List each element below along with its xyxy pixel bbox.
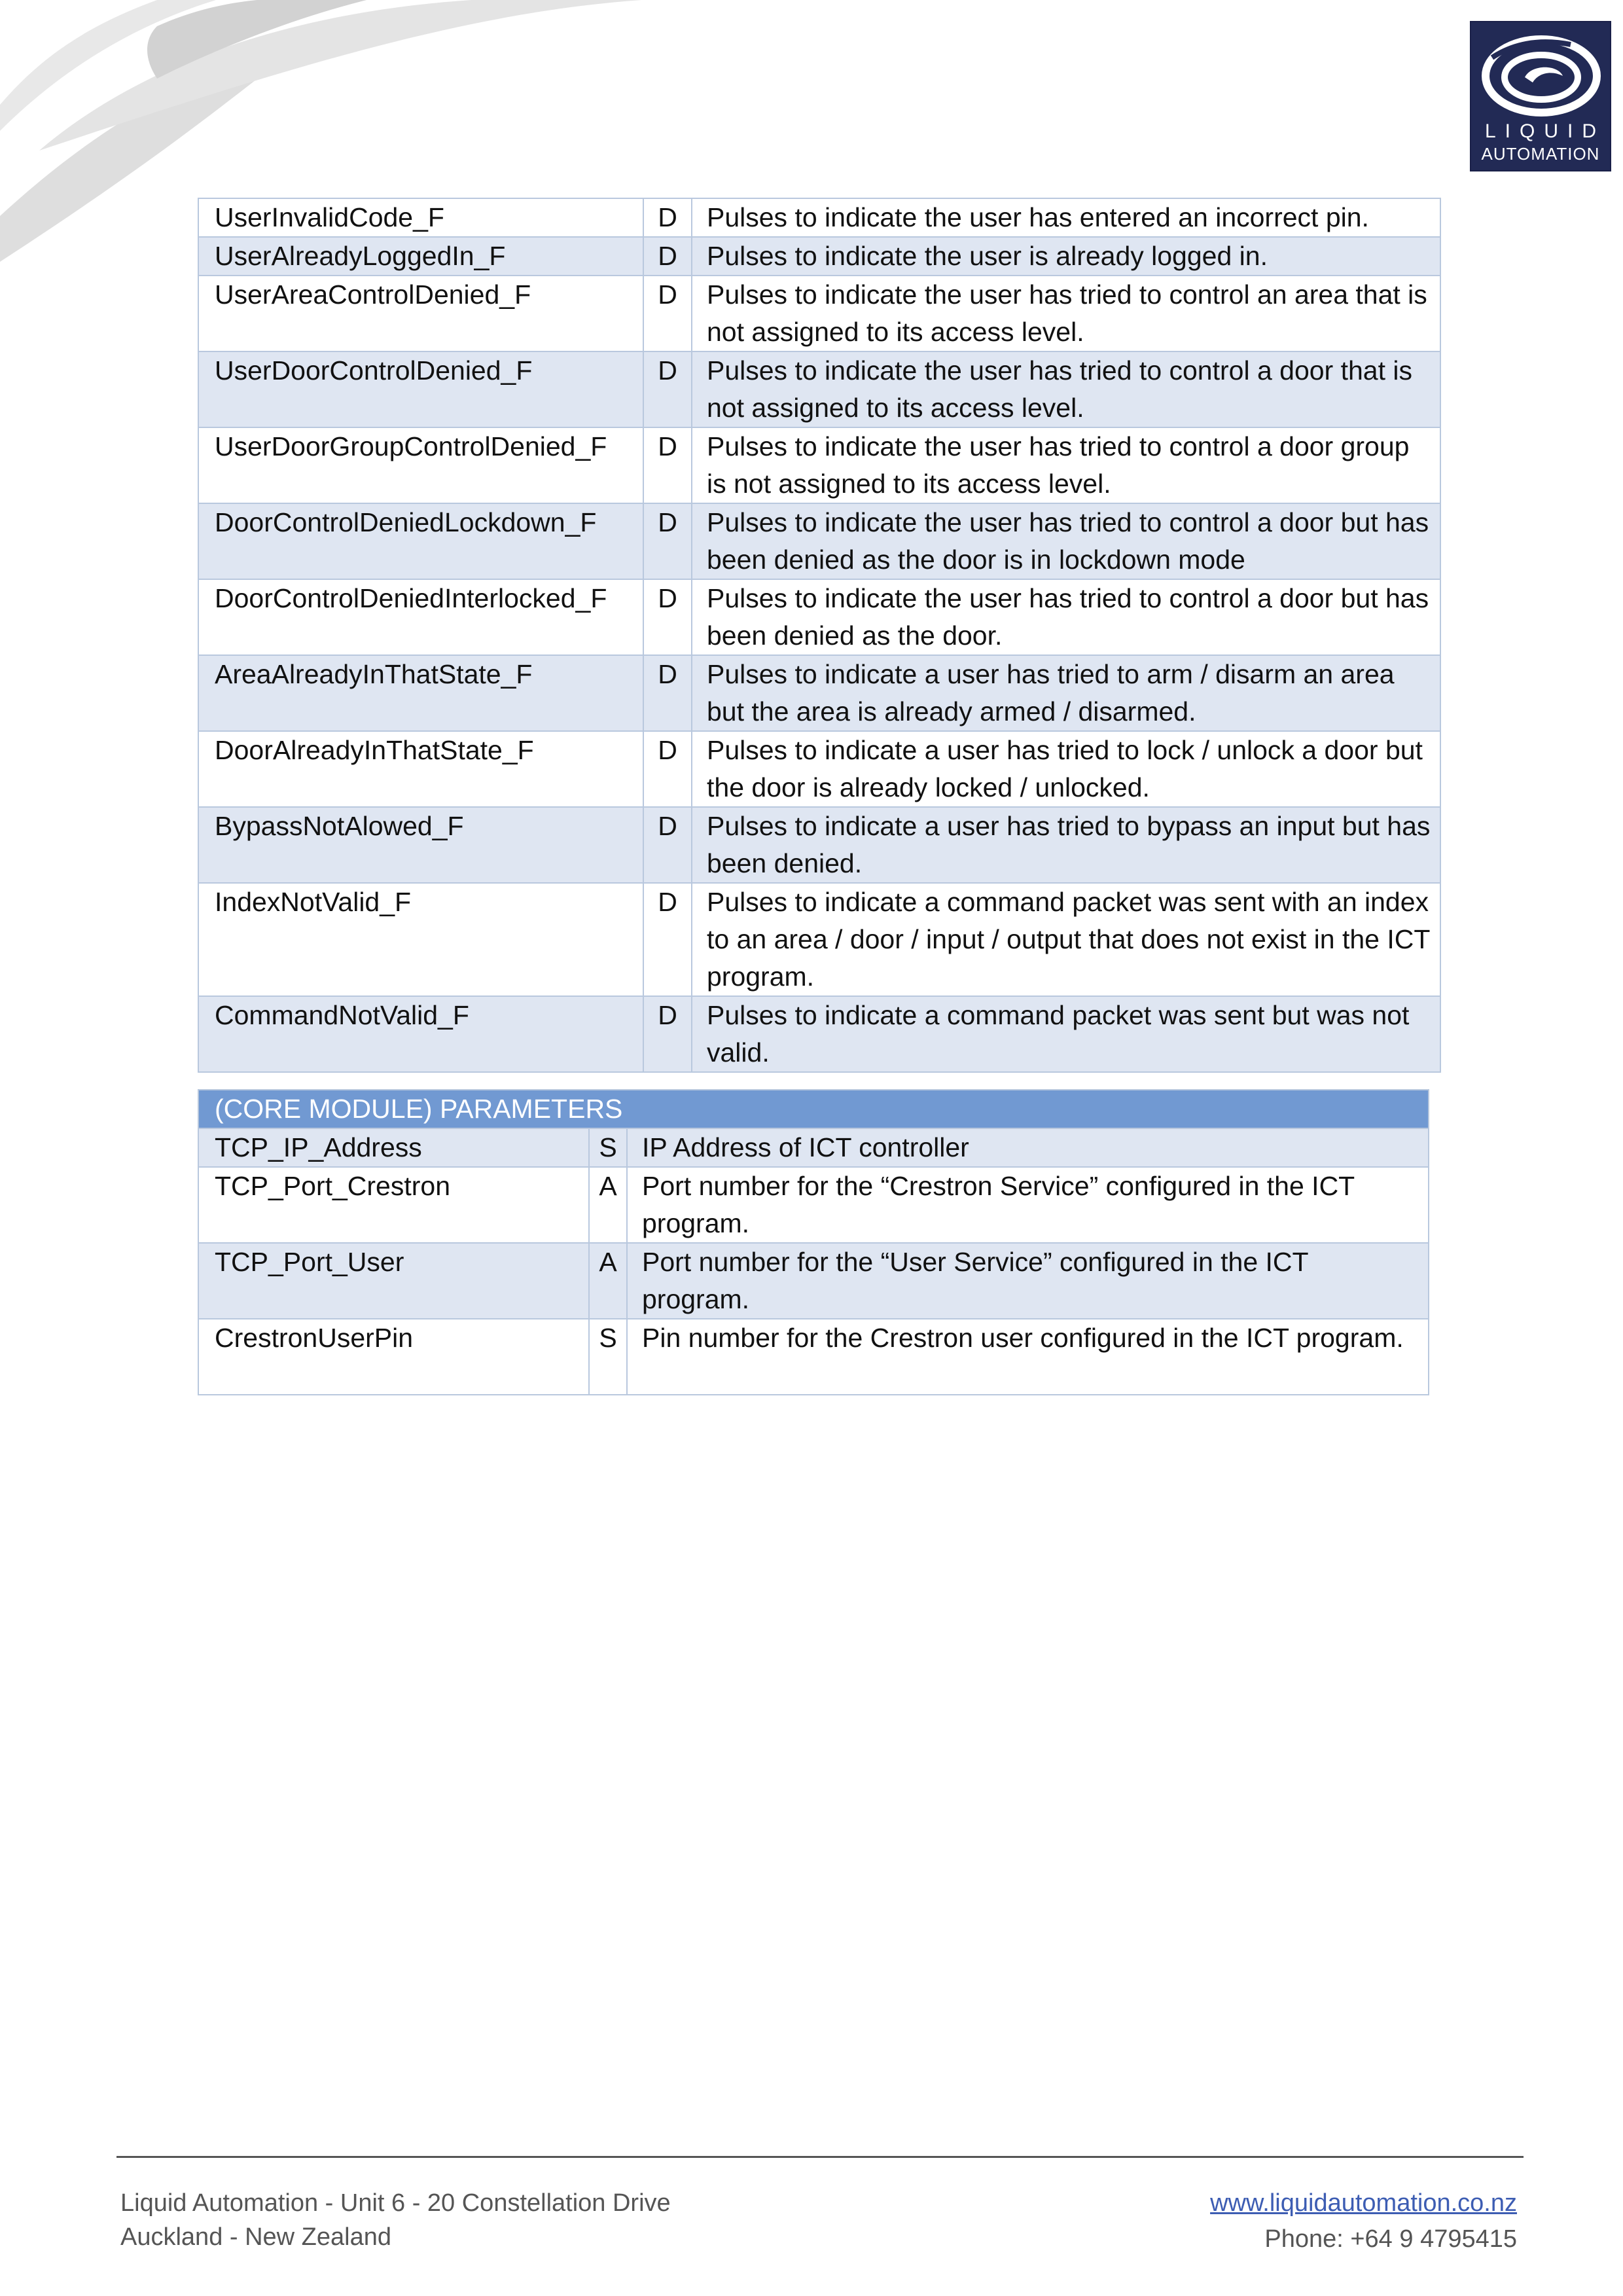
param-description: IP Address of ICT controller (627, 1128, 1429, 1167)
signal-name: UserDoorGroupControlDenied_F (198, 427, 643, 503)
param-type: A (589, 1167, 627, 1243)
signal-type: D (643, 351, 692, 427)
signal-type: D (643, 731, 692, 807)
signal-description: Pulses to indicate the user has tried to control a door that is not assigned to its access level. (692, 351, 1440, 427)
table-row (198, 1243, 1429, 1319)
param-description: Pin number for the Crestron user configured in the ICT program. (627, 1319, 1429, 1395)
signal-type: D (643, 996, 692, 1072)
signal-description: Pulses to indicate a command packet was sent with an index to an area / door / input / output that does not exist in the ICT program. (692, 883, 1440, 996)
table-row (198, 807, 1440, 883)
signal-description: Pulses to indicate a command packet was sent but was not valid. (692, 996, 1440, 1072)
table-row (198, 351, 1440, 427)
signal-description: Pulses to indicate a user has tried to lock / unlock a door but the door is already locked / unlocked. (692, 731, 1440, 807)
signals-table (198, 198, 1441, 1073)
logo-text-liquid: LIQUID (1484, 120, 1606, 142)
signal-type: D (643, 807, 692, 883)
parameters-header: (CORE MODULE) PARAMETERS (198, 1090, 1429, 1128)
signal-name: CommandNotValid_F (198, 996, 643, 1072)
logo-text-automation: AUTOMATION (1481, 144, 1600, 164)
signal-type: D (643, 655, 692, 731)
param-name: TCP_Port_User (198, 1243, 589, 1319)
table-row (198, 503, 1440, 579)
table-row (198, 883, 1440, 996)
signal-description: Pulses to indicate the user has tried to control a door but has been denied as the door. (692, 579, 1440, 655)
param-type: A (589, 1243, 627, 1319)
signal-name: DoorAlreadyInThatState_F (198, 731, 643, 807)
company-logo (1470, 21, 1611, 171)
param-description: Port number for the “Crestron Service” configured in the ICT program. (627, 1167, 1429, 1243)
signal-type: D (643, 237, 692, 276)
footer-address-line2: Auckland - New Zealand (120, 2223, 391, 2251)
signal-name: AreaAlreadyInThatState_F (198, 655, 643, 731)
table-row (198, 579, 1440, 655)
signal-type: D (643, 579, 692, 655)
signal-type: D (643, 276, 692, 351)
table-row (198, 655, 1440, 731)
table-row (198, 276, 1440, 351)
parameters-table (198, 1089, 1429, 1395)
signal-description: Pulses to indicate the user has tried to control a door group is not assigned to its access level. (692, 427, 1440, 503)
footer-website-link[interactable]: www.liquidautomation.co.nz (1210, 2189, 1517, 2217)
table-row (198, 198, 1440, 237)
table-row (198, 237, 1440, 276)
signal-name: DoorControlDeniedLockdown_F (198, 503, 643, 579)
table-row (198, 996, 1440, 1072)
signal-type: D (643, 198, 692, 237)
signal-description: Pulses to indicate the user has entered an incorrect pin. (692, 198, 1440, 237)
signal-name: BypassNotAlowed_F (198, 807, 643, 883)
param-name: TCP_Port_Crestron (198, 1167, 589, 1243)
table-row (198, 427, 1440, 503)
param-name: CrestronUserPin (198, 1319, 589, 1395)
footer-address-line1: Liquid Automation - Unit 6 - 20 Constellation Drive (120, 2189, 671, 2217)
param-type: S (589, 1128, 627, 1167)
signal-name: UserInvalidCode_F (198, 198, 643, 237)
signal-type: D (643, 883, 692, 996)
table-row (198, 731, 1440, 807)
signal-name: UserDoorControlDenied_F (198, 351, 643, 427)
param-type: S (589, 1319, 627, 1395)
param-name: TCP_IP_Address (198, 1128, 589, 1167)
footer-phone: Phone: +64 9 4795415 (1264, 2225, 1517, 2253)
signal-description: Pulses to indicate a user has tried to arm / disarm an area but the area is already armed / disarmed. (692, 655, 1440, 731)
signal-name: DoorControlDeniedInterlocked_F (198, 579, 643, 655)
signal-description: Pulses to indicate the user has tried to control a door but has been denied as the door is in lockdown mode (692, 503, 1440, 579)
signal-name: UserAlreadyLoggedIn_F (198, 237, 643, 276)
table-row (198, 1167, 1429, 1243)
table-row (198, 1319, 1429, 1395)
parameters-header-row (198, 1090, 1429, 1128)
footer-divider (116, 2156, 1524, 2158)
signal-name: IndexNotValid_F (198, 883, 643, 996)
liquid-swirl-icon (1479, 31, 1603, 117)
param-description: Port number for the “User Service” configured in the ICT program. (627, 1243, 1429, 1319)
signal-name: UserAreaControlDenied_F (198, 276, 643, 351)
signal-type: D (643, 503, 692, 579)
signal-description: Pulses to indicate a user has tried to bypass an input but has been denied. (692, 807, 1440, 883)
signal-description: Pulses to indicate the user has tried to control an area that is not assigned to its access level. (692, 276, 1440, 351)
table-row (198, 1128, 1429, 1167)
signal-type: D (643, 427, 692, 503)
signal-description: Pulses to indicate the user is already logged in. (692, 237, 1440, 276)
